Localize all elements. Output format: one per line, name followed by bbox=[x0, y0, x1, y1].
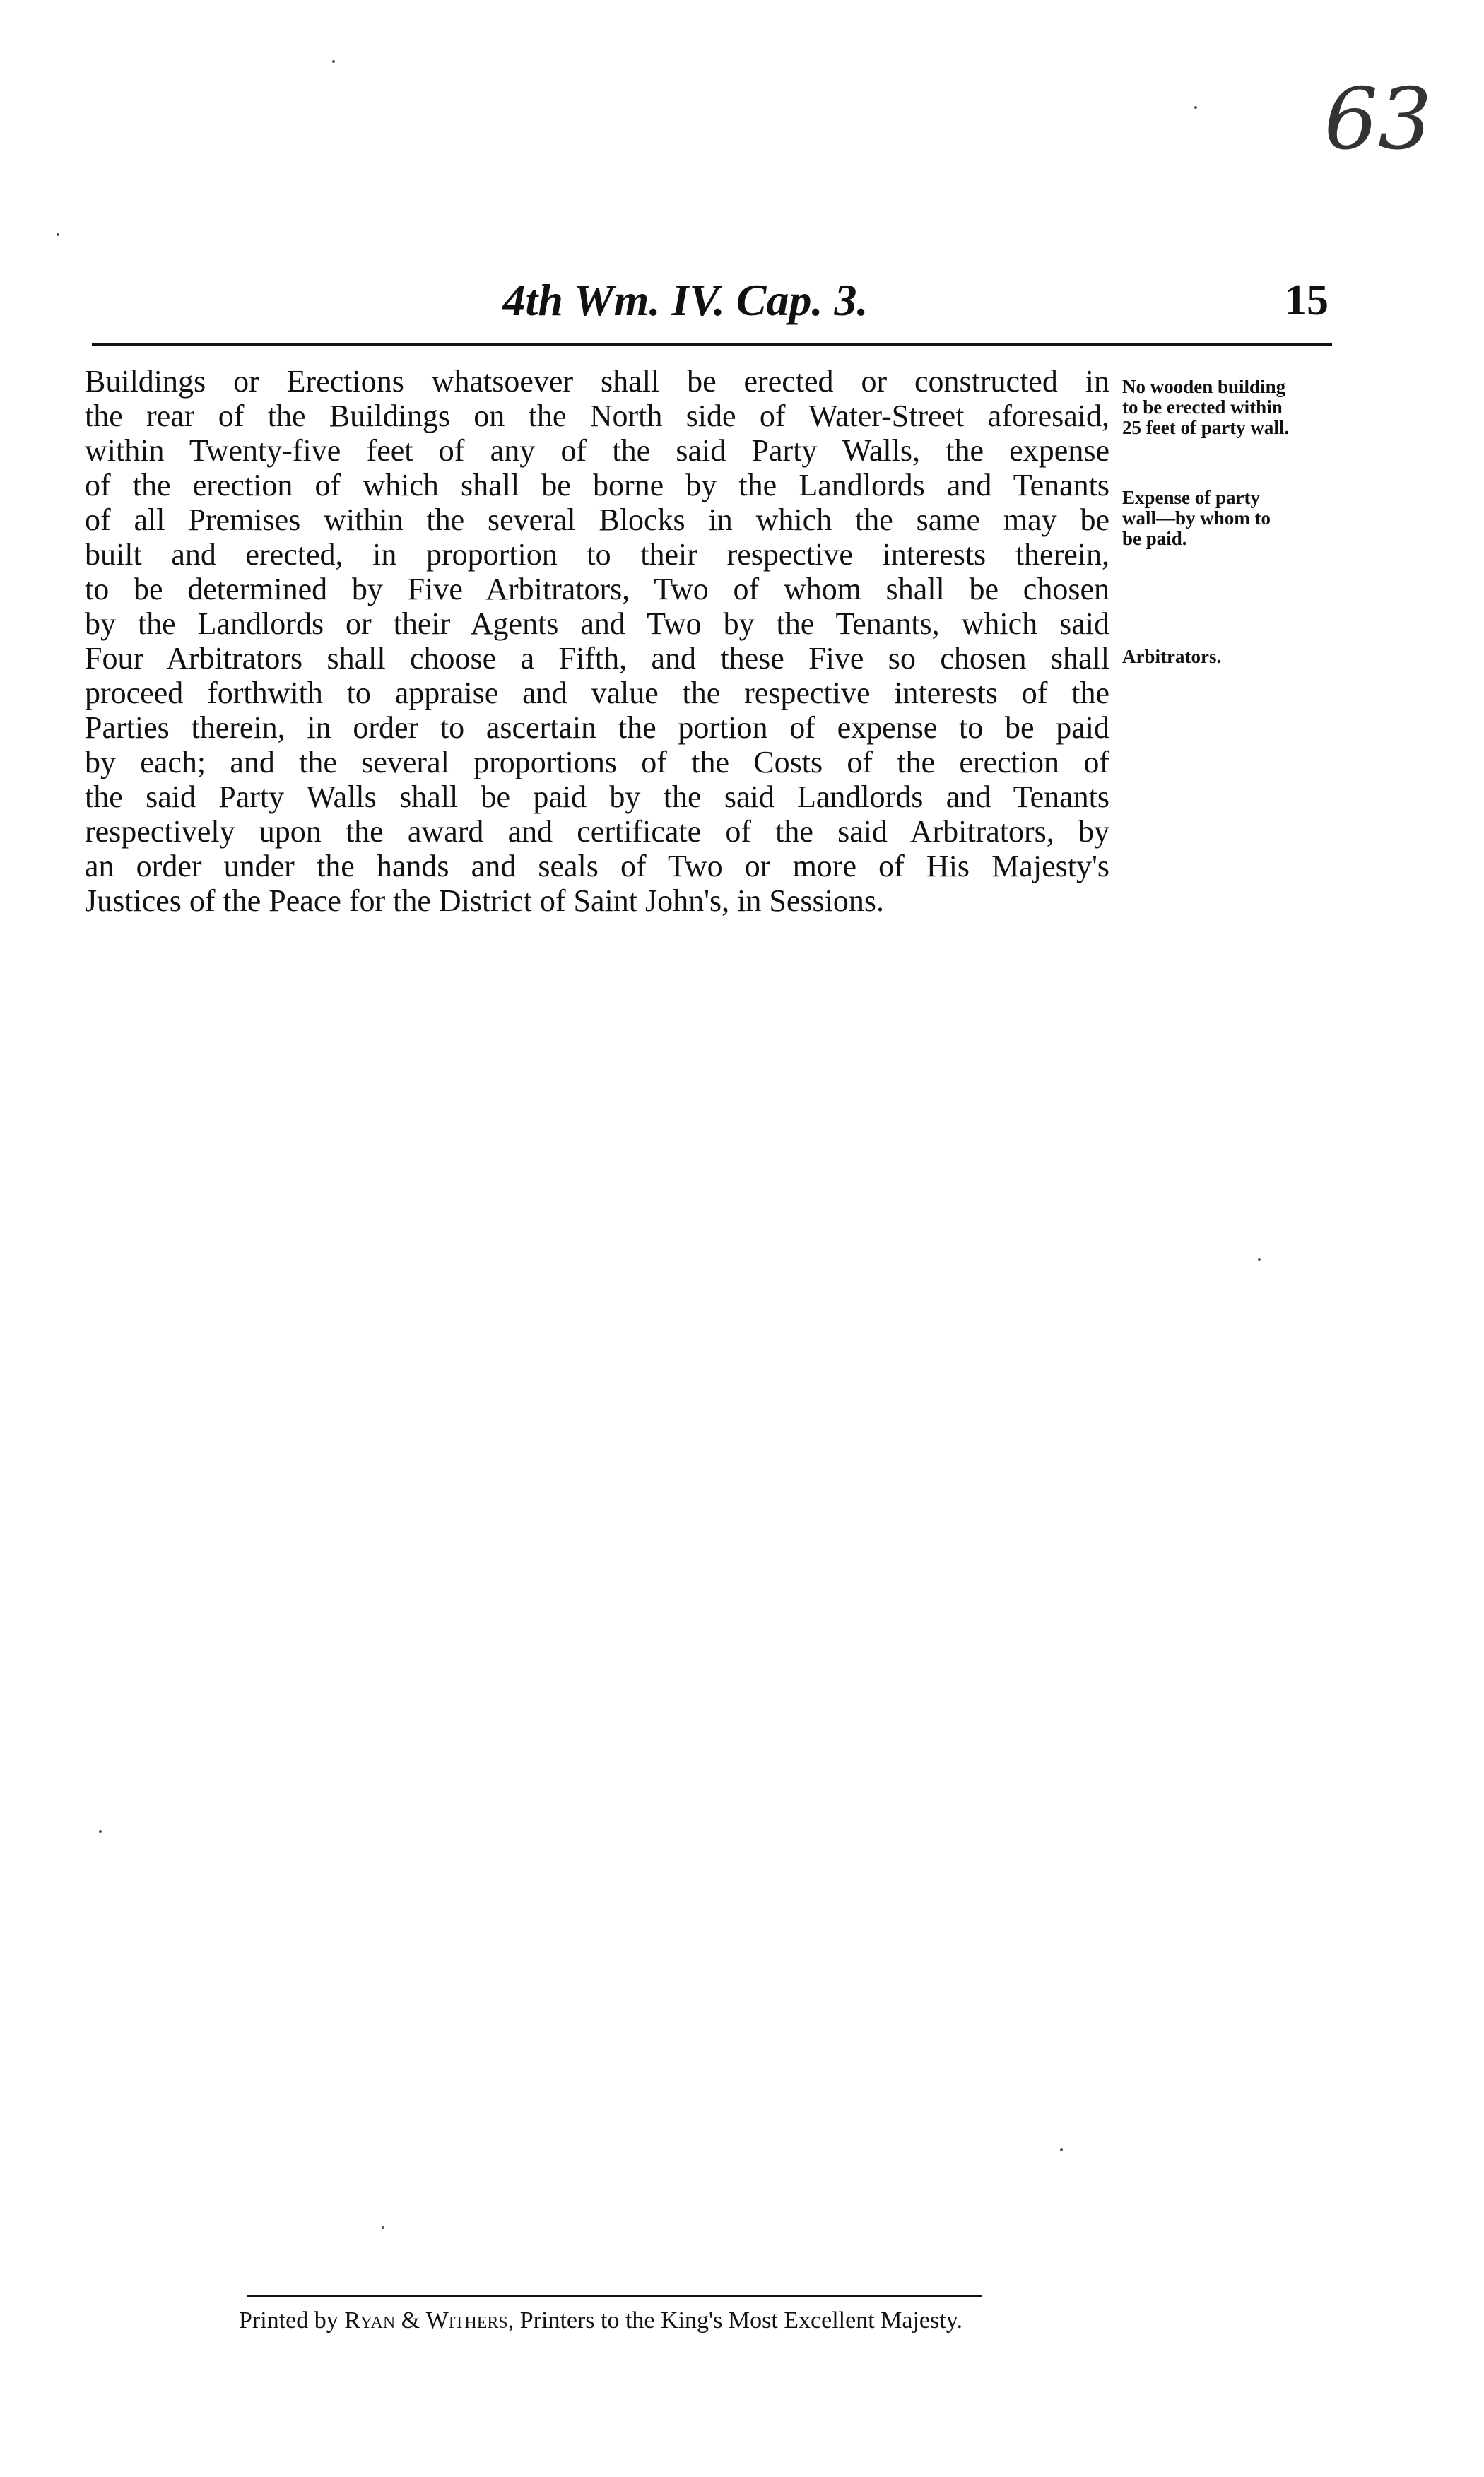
body-line: of all Premises within the several Blocks in which the same may be bbox=[85, 502, 1109, 537]
paper-speck bbox=[57, 233, 59, 236]
body-line: Justices of the Peace for the District of Saint John's, in Sessions. bbox=[85, 883, 885, 918]
paper-speck bbox=[99, 1830, 102, 1833]
handwritten-folio-number: 63 bbox=[1324, 71, 1432, 169]
margin-note-line: No wooden building bbox=[1122, 376, 1286, 397]
body-line: of the erection of which shall be borne by the Landlords and Tenants bbox=[85, 468, 1109, 502]
paper-speck bbox=[1258, 1258, 1261, 1261]
page-number: 15 bbox=[1285, 276, 1329, 324]
body-line: Four Arbitrators shall choose a Fifth, and these Five so chosen shall bbox=[85, 641, 1109, 676]
body-line: Buildings or Erections whatsoever shall be erected or constructed in bbox=[85, 364, 1109, 399]
body-line: by each; and the several proportions of the Costs of the erection of bbox=[85, 745, 1109, 779]
imprint-ampersand: & bbox=[395, 2307, 426, 2334]
margin-note-no-wooden-building bbox=[1122, 377, 1334, 438]
margin-note-line: Expense of party bbox=[1122, 487, 1260, 508]
imprint-prefix: Printed by bbox=[238, 2307, 345, 2334]
paper-speck bbox=[1060, 2148, 1063, 2151]
paper-speck bbox=[332, 60, 335, 63]
header-rule bbox=[92, 343, 1332, 346]
paper-speck bbox=[382, 2226, 384, 2229]
margin-note-line: to be erected within bbox=[1122, 396, 1283, 418]
imprint-suffix: , Printers to the King's Most Excellent Majesty. bbox=[507, 2307, 962, 2334]
printer-imprint bbox=[0, 2305, 1201, 2336]
footer-rule bbox=[247, 2295, 982, 2297]
body-line: built and erected, in proportion to their respective interests therein, bbox=[85, 537, 1109, 572]
body-line: within Twenty-five feet of any of the said Party Walls, the expense bbox=[85, 433, 1109, 468]
margin-note-line: 25 feet of party wall. bbox=[1122, 417, 1290, 438]
margin-note-line: Arbitrators. bbox=[1122, 646, 1222, 667]
body-line: an order under the hands and seals of Two or more of His Majesty's bbox=[85, 849, 1109, 883]
imprint-printer-withers: Withers bbox=[425, 2307, 508, 2334]
margin-note-arbitrators bbox=[1122, 647, 1334, 667]
margin-note-line: be paid. bbox=[1122, 528, 1187, 549]
body-line: the said Party Walls shall be paid by the said Landlords and Tenants bbox=[85, 779, 1109, 814]
margin-note-expense-of-party-wall bbox=[1122, 488, 1334, 549]
running-head: 4th Wm. IV. Cap. 3. bbox=[502, 275, 868, 325]
margin-note-line: wall—by whom to bbox=[1122, 507, 1271, 529]
body-line: Parties therein, in order to ascertain the portion of expense to be paid bbox=[85, 710, 1109, 745]
body-line: by the Landlords or their Agents and Two by the Tenants, which said bbox=[85, 606, 1109, 641]
body-line: proceed forthwith to appraise and value the respective interests of the bbox=[85, 676, 1109, 710]
body-text bbox=[85, 364, 1109, 918]
body-line: to be determined by Five Arbitrators, Two of whom shall be chosen bbox=[85, 572, 1109, 606]
body-line: respectively upon the award and certificate of the said Arbitrators, by bbox=[85, 814, 1109, 849]
page-header bbox=[92, 269, 1329, 332]
paper-speck bbox=[1194, 106, 1197, 109]
imprint-printer-ryan: Ryan bbox=[344, 2307, 396, 2334]
body-line: the rear of the Buildings on the North side of Water-Street aforesaid, bbox=[85, 399, 1109, 433]
